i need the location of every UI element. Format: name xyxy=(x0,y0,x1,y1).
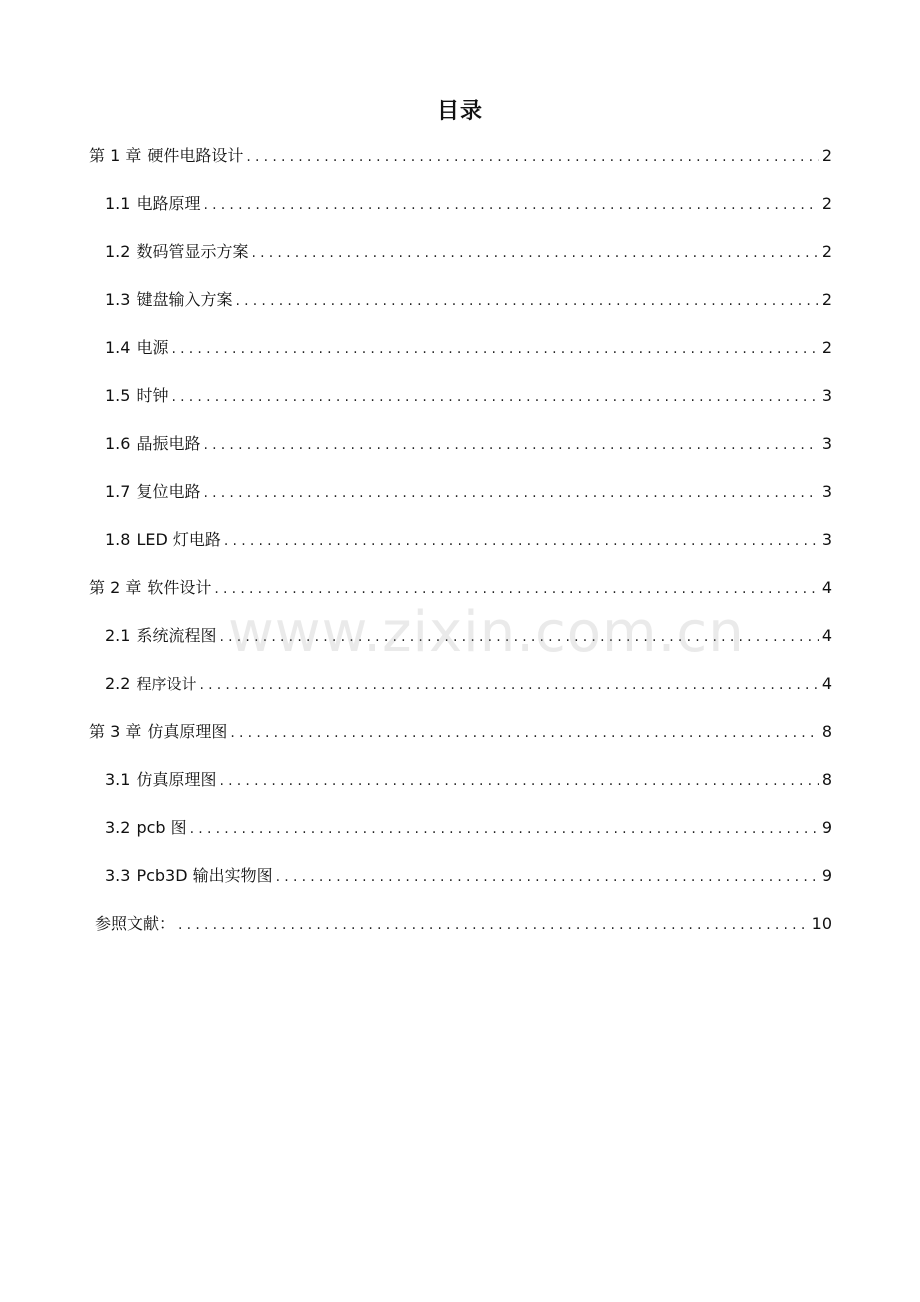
toc-entry-number: 3.1 xyxy=(105,770,131,789)
toc-entry-number: 第 2 章 xyxy=(89,578,142,597)
toc-entry-title: 仿真原理图 xyxy=(147,722,228,741)
dot-leader xyxy=(276,859,819,895)
toc-entry-page: 8 xyxy=(821,770,832,789)
dot-leader xyxy=(230,715,818,751)
toc-entry-number: 1.5 xyxy=(105,386,131,405)
toc-entry-number: 1.7 xyxy=(105,482,131,501)
toc-entry-chapter-3[interactable] xyxy=(89,714,832,762)
toc-entry-1-3[interactable] xyxy=(89,282,832,330)
toc-entry-number: 第 1 章 xyxy=(89,146,142,165)
dot-leader xyxy=(224,523,819,559)
toc-entry-title: 时钟 xyxy=(136,386,169,405)
toc-entry-3-3[interactable] xyxy=(89,858,832,906)
toc-entry-page: 3 xyxy=(821,434,832,453)
toc-entry-title: 键盘输入方案 xyxy=(136,290,233,309)
toc-entry-page: 2 xyxy=(821,146,832,165)
toc-entry-page: 2 xyxy=(821,194,832,213)
toc-entry-title: 晶振电路 xyxy=(136,434,201,453)
toc-entry-title: 复位电路 xyxy=(136,482,201,501)
toc-entry-page: 8 xyxy=(821,722,832,741)
dot-leader xyxy=(219,763,818,799)
dot-leader xyxy=(203,427,818,463)
toc-entry-page: 10 xyxy=(811,914,832,933)
dot-leader xyxy=(246,139,818,175)
toc-entry-number: 1.8 xyxy=(105,530,131,549)
toc-entry-page: 3 xyxy=(821,482,832,501)
toc-entry-number: 3.3 xyxy=(105,866,131,885)
toc-entry-number: 1.4 xyxy=(105,338,131,357)
toc-entry-3-1[interactable] xyxy=(89,762,832,810)
toc-entry-page: 9 xyxy=(821,818,832,837)
toc-entry-title: 电源 xyxy=(136,338,169,357)
toc-entry-1-8[interactable] xyxy=(89,522,832,570)
toc-entry-page: 9 xyxy=(821,866,832,885)
toc-entry-2-2[interactable] xyxy=(89,666,832,714)
toc-entry-page: 4 xyxy=(821,674,832,693)
toc-entry-1-4[interactable] xyxy=(89,330,832,378)
toc-entry-number: 1.3 xyxy=(105,290,131,309)
page-title: 目录 xyxy=(436,99,483,124)
dot-leader xyxy=(190,811,819,847)
toc-entry-number: 1.6 xyxy=(105,434,131,453)
table-of-contents xyxy=(89,138,832,954)
toc-entry-title: 系统流程图 xyxy=(136,626,217,645)
toc-entry-chapter-2[interactable] xyxy=(89,570,832,618)
toc-entry-title: 软件设计 xyxy=(147,578,212,597)
dot-leader xyxy=(219,619,818,655)
toc-entry-number: 2.1 xyxy=(105,626,131,645)
toc-entry-references[interactable] xyxy=(89,906,832,954)
toc-entry-title: Pcb3D 输出实物图 xyxy=(136,866,273,885)
toc-entry-page: 2 xyxy=(821,338,832,357)
toc-entry-number: 2.2 xyxy=(105,674,131,693)
toc-entry-number: 3.2 xyxy=(105,818,131,837)
toc-entry-title: pcb 图 xyxy=(136,818,187,837)
toc-entry-1-5[interactable] xyxy=(89,378,832,426)
dot-leader xyxy=(199,667,818,703)
toc-entry-title: 仿真原理图 xyxy=(136,770,217,789)
toc-entry-3-2[interactable] xyxy=(89,810,832,858)
toc-entry-page: 2 xyxy=(821,242,832,261)
toc-entry-page: 4 xyxy=(821,626,832,645)
toc-entry-title: 硬件电路设计 xyxy=(147,146,244,165)
dot-leader xyxy=(203,187,818,223)
toc-entry-number: 第 3 章 xyxy=(89,722,142,741)
dot-leader xyxy=(178,907,809,943)
dot-leader xyxy=(171,331,818,367)
toc-entry-page: 4 xyxy=(821,578,832,597)
toc-entry-1-1[interactable] xyxy=(89,186,832,234)
dot-leader xyxy=(203,475,818,511)
watermark: www.zixin.com.cn xyxy=(228,600,745,665)
dot-leader xyxy=(171,379,818,415)
dot-leader xyxy=(235,283,818,319)
toc-entry-page: 3 xyxy=(821,386,832,405)
toc-entry-number: 1.2 xyxy=(105,242,131,261)
toc-entry-1-7[interactable] xyxy=(89,474,832,522)
toc-entry-1-6[interactable] xyxy=(89,426,832,474)
toc-entry-2-1[interactable] xyxy=(89,618,832,666)
toc-entry-title: 数码管显示方案 xyxy=(136,242,249,261)
toc-entry-page: 2 xyxy=(821,290,832,309)
dot-leader xyxy=(251,235,818,271)
toc-entry-1-2[interactable] xyxy=(89,234,832,282)
toc-entry-title: 电路原理 xyxy=(136,194,201,213)
toc-entry-title: 程序设计 xyxy=(136,675,197,693)
toc-entry-page: 3 xyxy=(821,530,832,549)
toc-entry-title: LED 灯电路 xyxy=(136,530,221,549)
toc-entry-title: 参照文献： xyxy=(95,914,176,933)
dot-leader xyxy=(214,571,818,607)
toc-entry-chapter-1[interactable] xyxy=(89,138,832,186)
toc-entry-number: 1.1 xyxy=(105,194,131,213)
